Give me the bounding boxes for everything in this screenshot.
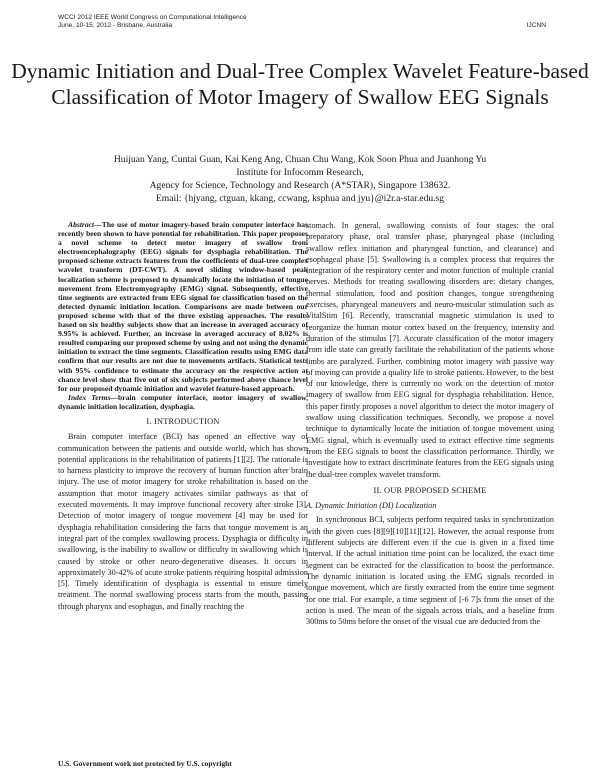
- index-terms: Index Terms—brain computer interface, motor imagery of swallow, dynamic initiation localization, dysphagia.: [58, 392, 309, 411]
- index-terms-label: Index Terms: [68, 392, 111, 402]
- subsection-heading-dynamic-initiation: A. Dynamic Initiation (DI) Localization: [306, 501, 437, 511]
- section-heading-introduction: I. INTRODUCTION: [146, 416, 220, 426]
- conference-date-location: June, 10-15, 2012 - Brisbane, Australia: [58, 22, 172, 29]
- left-column: [58, 220, 308, 612]
- abstract: Abstract—The use of motor imagery-based brain computer interface has recently been shown to have potential for rehabilitation. This paper proposes a novel scheme to detect motor imagery of swallow from electroencephalography (EEG) signals for dysphagia rehabilitation. The proposed scheme extracts features from the coefficients of dual-tree complex wavelet transform (DT-CWT). A novel sliding window-based peak localization scheme is proposed to dynamically locate the initiation of tongue movement from Electromyography (EMG) signal. Subsequently, effective time segments are extracted from EEG signal for classification based on the detected dynamic initiation location. Comparisons are made between our proposed scheme with that of the three existing approaches. The results based on six healthy subjects show that an increase in averaged accuracy of 9.95% is achieved. Further, an increase in averaged accuracy of 8.02% is resulted comparing our proposed scheme by using and not using the dynamic initiation to extract the time segments. Classification results using EMG data confirm that our results are not due to movements artifacts. Statistical tests with 95% confidence to estimate the accuracy on the respective action at chance level show that five out of six subjects performed above chance level for our proposed dynamic initiation and wavelet feature-based approach.: [58, 220, 309, 393]
- track-label: IJCNN: [526, 22, 546, 29]
- copyright-footer: U.S. Government work not protected by U.S. copyright: [58, 759, 232, 768]
- intro-paragraph-2: stomach. In general, swallowing consists of four stages: the oral preparatory phase, oral transfer phase, pharyngeal phase (including swallow reflex initiation and pharyngeal function, and clearance) and esophageal phase [5]. Swallowing is a complex process that requires the integration of the respiratory center and motor function of multiple cranial nerves. Methods for treating swallowing disorders are: dietary changes, thermal stimulation, food and position changes, tongue strengthening exercises, pharyngeal maneuvers and neuro-muscular stimulation such as VitalStim [6]. Recently, transcranial magnetic stimulation is used to reorganize the human motor cortex based on the frequency, intensity and duration of the stimulus [7]. Accurate classification of the motor imagery from idle state can greatly facilitate the rehabilitation of the patients whose limbs are paralyzed. Further, combining motor imagery with passive way of moving can provide a quality life to stroke patients. However, to the best of our knowledge, there is currently no work on the detection of motor imagery of swallow from EEG signal for dysphagia rehabilitation. Hence, this paper firstly proposes a novel algorithm to detect the motor imagery of swallow using classification techniques. Secondly, we propose a novel technique to dynamically locate the initiation of tongue movement using EMG signal, which is eventually used to extract effective time segments from the EEG signals to boost the classification performance. Thirdly, we investigate how to extract discriminate features from the EEG signals using the dual-tree complex wavelet transform.: [306, 221, 554, 479]
- conference-name: WCCI 2012 IEEE World Congress on Computational Intelligence: [58, 14, 247, 21]
- institute: Institute for Infocomm Research,: [236, 167, 364, 178]
- section-heading-proposed-scheme: II. OUR PROPOSED SCHEME: [373, 485, 487, 495]
- email: Email: {hjyang, ctguan, kkang, ccwang, ksphua and jyu}@i2r.a-star.edu.sg: [155, 193, 445, 204]
- abstract-label: Abstract: [68, 220, 95, 229]
- intro-paragraph-1: Brain computer interface (BCI) has opened an effective way of communication between the patients and outside world, which has shown potential applications in the rehabilitation of patients [1][2]. The rationale is to harness plasticity to improve the recovery of human function after brain injury. The use of motor imagery for stroke rehabilitation is based on the assumption that motor imagery activates similar pathways as that of executed movements. It may improve functional recovery after stroke [3]. Detection of motor imagery of tongue movement [4] may be used for dysphagia rehabilitation considering the facts that tongue movement is an integral part of the complex swallowing process. Dysphagia or difficulty in swallowing, is the inability to swallow or difficulty in swallowing which is caused by stroke or other neuro-degenerative diseases. It occurs in approximately 30-42% of acute stroke patients requiring hospital admission [5]. Timely identification of dysphagia is essential to ensure timely treatment. The normal swallowing process starts from the mouth, passing through pharynx and esophagus, and finally reaching the: [58, 432, 308, 611]
- conference-header: [58, 14, 247, 30]
- author-names: Huijuan Yang, Cuntai Guan, Kai Keng Ang, Chuan Chu Wang, Kok Soon Phua and Juanhong Yu: [113, 154, 487, 165]
- author-block: [0, 153, 600, 205]
- dynamic-initiation-paragraph: In synchronous BCI, subjects perform required tasks in synchronization with the given cues [8][9][10][11][12]. However, the actual response from different subjects are different even if the cue is given in a fixed time interval. If the actual initiation time point can be localized, the exact time segment can be extracted for the classification to boost the performance. The dynamic initiation is located using the EMG signals recorded in tongue movement, which are firstly extracted from the entire time segment for one trial. For example, a time segment of [-6 7]s from the onset of the action is used. The mean of the signals across trials, and a baseline from 300ms to 50ms before the onset of the visual cue are deducted from the: [306, 515, 554, 627]
- right-column: [306, 220, 554, 627]
- abstract-text: The use of motor imagery-based brain computer interface has recently been shown to have potential for rehabilitation. This paper proposes a novel scheme to detect motor imagery of swallow from electroencephalography (EEG) signals for dysphagia rehabilitation. The proposed scheme extracts features from the coefficients of dual-tree complex wavelet transform (DT-CWT). A novel sliding window-based peak localization scheme is proposed to dynamically locate the initiation of tongue movement from Electromyography (EMG) signal. Subsequently, effective time segments are extracted from EEG signal for classification based on the detected dynamic initiation location. Comparisons are made between our proposed scheme with that of the three existing approaches. The results based on six healthy subjects show that an increase in averaged accuracy of 9.95% is achieved. Further, an increase in averaged accuracy of 8.02% is resulted comparing our proposed scheme by using and not using the dynamic initiation to extract the time segments. Classification results using EMG data confirm that our results are not due to movements artifacts. Statistical tests with 95% confidence to estimate the accuracy on the respective action at chance level show that five out of six subjects performed above chance level for our proposed dynamic initiation and wavelet feature-based approach.: [58, 220, 309, 393]
- paper-title: Dynamic Initiation and Dual-Tree Complex Wavelet Feature-based Classification of Motor Imagery of Swallow EEG Signals: [11, 59, 589, 109]
- index-terms-text: brain computer interface, motor imagery of swallow, dynamic initiation localization, dysphagia.: [58, 392, 309, 411]
- agency: Agency for Science, Technology and Research (A*STAR), Singapore 138632.: [149, 180, 451, 191]
